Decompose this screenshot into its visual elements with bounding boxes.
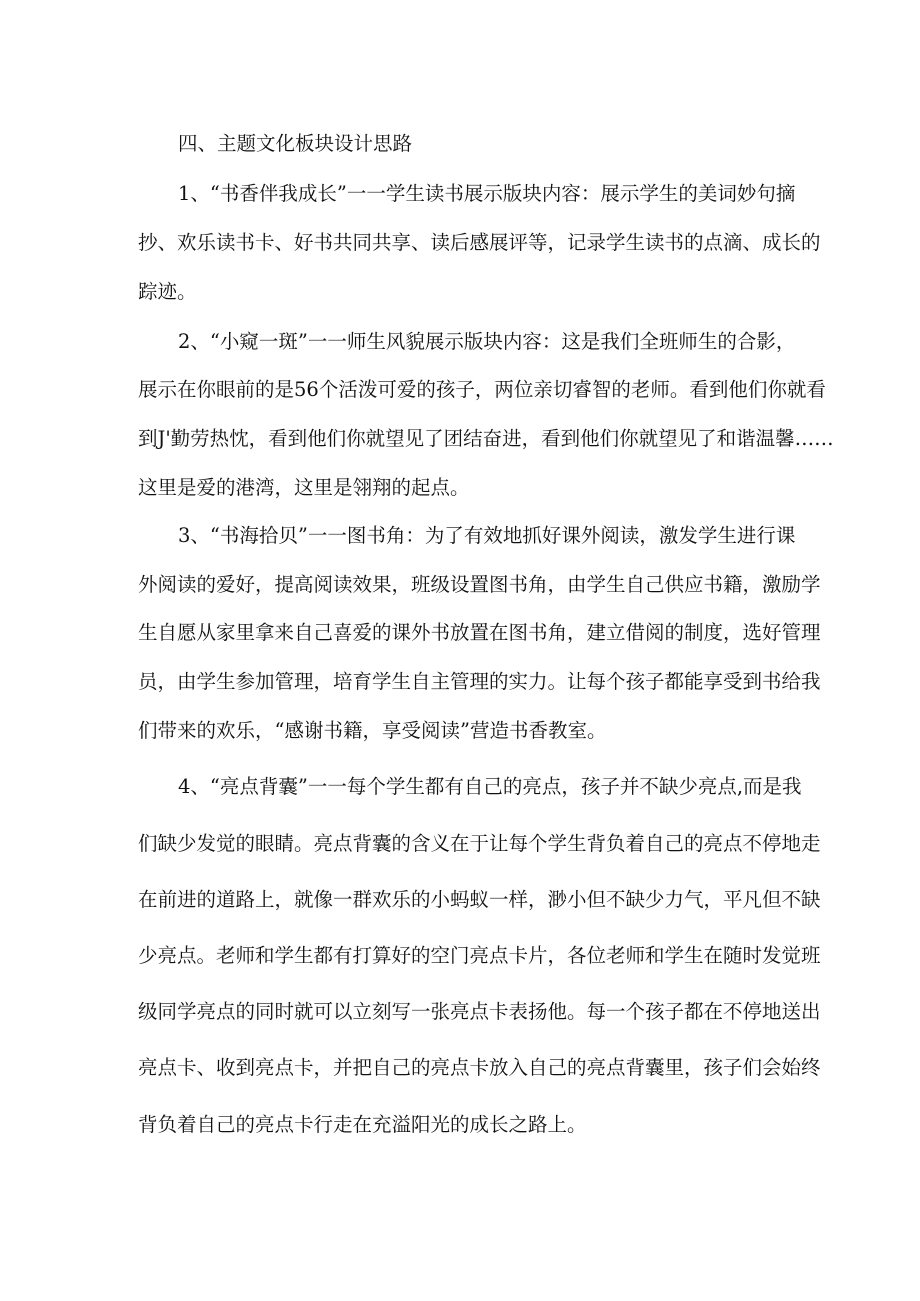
paragraph-2-line-4: 这里是爱的港湾，这里是翎翔的起点。	[138, 476, 470, 499]
paragraph-2-line-1: 2、“小窥一斑”一一师生风貌展示版块内容：这是我们全班师生的合影，	[178, 330, 796, 353]
section-heading: 四、主题文化板块设计思路	[178, 132, 413, 155]
paragraph-4-line-7: 背负着自己的亮点卡行走在充溢阳光的成长之路上。	[138, 1113, 587, 1136]
paragraph-4-line-1: 4、“亮点背囊”一一每个学生都有自己的亮点，孩子并不缺少亮点,而是我	[178, 775, 802, 798]
paragraph-4-line-6: 亮点卡、收到亮点卡，并把自己的亮点卡放入自己的亮点背囊里，孩子们会始终	[138, 1056, 821, 1079]
paragraph-3-line-4: 员，由学生参加管理，培育学生自主管理的实力。让每个孩子都能享受到书给我	[138, 670, 821, 693]
paragraph-3-line-5: 们带来的欢乐，“感谢书籍，享受阅读”营造书香教室。	[138, 719, 607, 742]
paragraph-2-line-2: 展示在你眼前的是56个活泼可爱的孩子，两位亲切睿智的老师。看到他们你就看	[138, 378, 826, 401]
paragraph-2-line-3: 到J'勤劳热忱，看到他们你就望见了团结奋进，看到他们你就望见了和谐温馨……	[138, 427, 834, 450]
paragraph-3-line-3: 生自愿从家里拿来自己喜爱的课外书放置在图书角，建立借阅的制度，选好管理	[138, 621, 821, 644]
paragraph-3-line-1: 3、“书海拾贝”一一图书角：为了有效地抓好课外阅读，激发学生进行课	[178, 524, 796, 547]
paragraph-1-line-2: 抄、欢乐读书卡、好书共同共享、读后感展评等，记录学生读书的点滴、成长的	[138, 231, 821, 254]
paragraph-4-line-2: 们缺少发觉的眼睛。亮点背囊的含义在于让每个学生背负着自己的亮点不停地走	[138, 832, 821, 855]
paragraph-4-line-5: 级同学亮点的同时就可以立刻写一张亮点卡表扬他。每一个孩子都在不停地送出	[138, 1000, 821, 1023]
paragraph-3-line-2: 外阅读的爱好，提高阅读效果，班级设置图书角，由学生自己供应书籍，激励学	[138, 573, 821, 596]
paragraph-1-line-1: 1、“书香伴我成长”一一学生读书展示版块内容：展示学生的美词妙句摘	[178, 182, 796, 205]
paragraph-4-line-4: 少亮点。老师和学生都有打算好的空门亮点卡片，各位老师和学生在随时发觉班	[138, 944, 821, 967]
paragraph-4-line-3: 在前进的道路上，就像一群欢乐的小蚂蚁一样，渺小但不缺少力气，平凡但不缺	[138, 888, 821, 911]
paragraph-1-line-3: 踪迹。	[138, 280, 197, 303]
